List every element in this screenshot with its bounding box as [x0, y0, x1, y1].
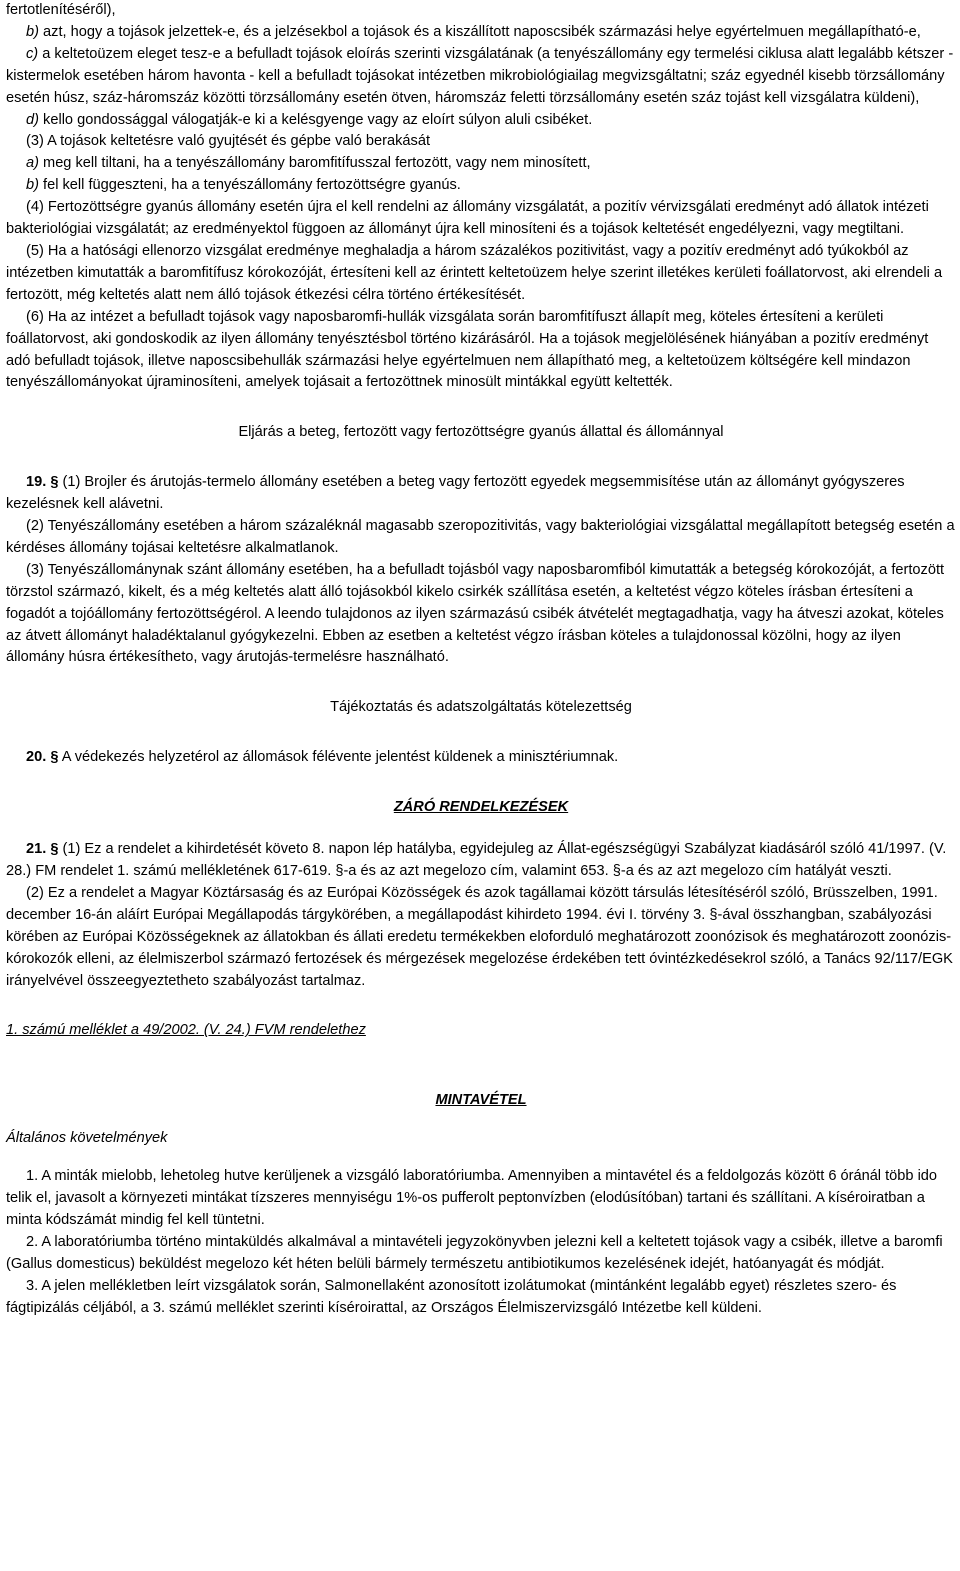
item-marker-c: c): [26, 45, 39, 62]
mintavetel-item-3: 3. A jelen mellékletben leírt vizsgálatok során, Salmonellaként azonosított izolátumokat (mintánként legalább egyet) részletes szero- és fágtipizálás céljából, a 3. számú melléklet szerinti kíséroirattal, az Országos Élelmiszervizsgáló Intézetbe kell küldeni.: [6, 1277, 897, 1316]
section-19-para-3: (3) Tenyészállománynak szánt állomány esetében, ha a befulladt tojásból vagy naposbaromfiból kimutatták a betegség kórokozóját, a fertozött törzstol származó, kikelt, és a még keltetés alatt álló tojásokból kikelo csirkék szállítása esetén, a keltetést végzo köteles írásban értesíteni a fogadót a tojóállomány fertozöttségérol. A leendo tulajdonos az ilyen származású csibék átvételét megtagadhatja, vagy ha átveszi azokat, köteles az átvett állományt haladéktalanul gyógykezelni. Ebben az esetben a keltetést végzo írásban köteles a tulajdonossal közölni, hogy az ilyen állomány húsra értékesítheto, vagy árutojás-termelésre használható.: [6, 561, 945, 666]
paragraph-d-text: kello gondossággal válogatják-e ki a kelésgyenge vagy az eloírt súlyon aluli csibéket.: [38, 111, 593, 128]
section-symbol: §: [50, 474, 59, 491]
paragraph-3a-text: meg kell tiltani, ha a tenyészállomány baromfitífusszal fertozött, vagy nem minosített,: [38, 155, 591, 172]
heading-eljaras: Eljárás a beteg, fertozött vagy fertozöttségre gyanús állattal és állománnyal: [238, 424, 724, 441]
paragraph-b-text: azt, hogy a tojások jelzettek-e, és a jelzésekbol a tojások és a kiszállított naposcsibék származási helye egyértelmuen megállapítható-e,: [38, 23, 921, 40]
paragraph-3: (3) A tojások keltetésre való gyujtését és gépbe való berakását: [26, 133, 430, 150]
paragraph-3a: [6, 153, 956, 175]
paragraph-6: (6) Ha az intézet a befulladt tojások vagy naposbaromfi-hullák vizsgálata során baromfitífuszt állapít meg, köteles értesíteni a kerületi foállatorvost, aki gondoskodik az ilyen állomány tenyésztésbol történo kizárásáról. Ha a tojások megjelölésének hiányában a pozitív eredményt adó befulladt tojások, illetve naposcsibehullák származási helye egyértelmuen nem állapítható meg, a keltetoüzem költségére kell mindazon tenyészállományokat újraminosíteni, amelyek tojásait a fertozöttnek minosült mintákkal együtt keltették.: [6, 308, 929, 391]
paragraph-4: (4) Fertozöttségre gyanús állomány esetén újra el kell rendelni az állomány vizsgálatát, a pozitív vérvizsgálati eredményt adó állatok intézeti bakteriológiai vizsgálatát; az eredményektol függoen az állományt újra kell minosíteni és a tojások keltetését engedélyezni, vagy megtiltani.: [6, 199, 929, 238]
item-marker-3a: a): [26, 155, 39, 172]
paragraph-5: (5) Ha a hatósági ellenorzo vizsgálat eredménye meghaladja a három százalékos pozitivitást, vagy a pozitív eredményt adó tyúkokból az intézetben kimutatták a baromfitífusz kórokozóját, értesíteni kell az érintett keltetoüzem helye szerint illetékes kerületi foállatorvost, aki elrendeli a fertozött, még keltetés alatt nem álló tojások étkezési célra történo értékesítését.: [6, 242, 943, 303]
section-19-number: 19.: [26, 474, 47, 491]
paragraph-3b-text: fel kell függeszteni, ha a tenyészállomány fertozöttségre gyanús.: [38, 177, 461, 194]
section-19-para-2: (2) Tenyészállomány esetében a három százaléknál magasabb szeropozitivitás, vagy bakteriológiai vizsgálattal megállapított betegség esetén a kérdéses állomány tojásai keltetésre alkalmatlanok.: [6, 518, 955, 556]
item-marker-3b: b): [26, 177, 39, 194]
mintavetel-item-1: 1. A minták mielobb, lehetoleg hutve kerüljenek a vizsgáló laboratóriumba. Amennyiben a mintavétel és a feldolgozás között 6 óránál több ido telik el, javasolt a környezeti mintákat tízszeres mennyiségu 1%-os pufferolt peptonvízben (elodúsítóban) tartani és szállítani. A kíséroiratban a minta kódszámát mindig fel kell tüntetni.: [6, 1168, 938, 1228]
section-21-text: (1) Ez a rendelet a kihirdetését követo 8. napon lép hatályba, egyidejuleg az Állat-egészségügyi Szabályzat kiadásáról szóló 41/1997. (V. 28.) FM rendelet 1. számú mellékletének 617-619. §-a és az azt megelozo cím, valamint 653. §-a és az azt megelozo cím hatályát veszti.: [6, 841, 947, 879]
section-symbol: §: [50, 749, 59, 766]
section-symbol: §: [50, 841, 59, 858]
paragraph-d: [6, 110, 956, 132]
heading-mintavetel: MINTAVÉTEL: [435, 1092, 527, 1109]
section-21-number: 21.: [26, 841, 47, 858]
mintavetel-item-2: 2. A laboratóriumba történo mintaküldés alkalmával a mintavételi jegyzokönyvben jelezni kell a keltetett tojások vagy a csibék, illetve a baromfi (Gallus domesticus) beküldést megelozo két héten belüli bármely természetu antibiotikumos kezelésének idejét, hatóanyagát és módját.: [6, 1233, 943, 1272]
section-20-number: 20.: [26, 749, 47, 766]
section-20: [6, 747, 956, 769]
annex-link[interactable]: 1. számú melléklet a 49/2002. (V. 24.) FVM rendelethez: [6, 1022, 366, 1039]
section-21-para-1: [6, 839, 956, 883]
item-marker-d: d): [26, 111, 39, 128]
heading-tajekoztatas: Tájékoztatás és adatszolgáltatás kötelezettség: [330, 699, 632, 716]
section-20-text: A védekezés helyzetérol az állomások félévente jelentést küldenek a minisztériumnak.: [58, 749, 619, 766]
section-19-text: (1) Brojler és árutojás-termelo állomány esetében a beteg vagy fertozött egyedek megsemmisítése után az állományt gyógyszeres kezelésnek kell alávetni.: [6, 474, 905, 513]
heading-zaro-rendelkezesek: ZÁRÓ RENDELKEZÉSEK: [393, 799, 569, 816]
paragraph-c-text: a keltetoüzem eleget tesz-e a befulladt tojások eloírás szerinti vizsgálatának (a tenyészállomány egy termelési ciklusa alatt legalább kétszer - kistermelok esetében három havonta - kell a befulladt tojásokat intézetben mikrobiológiailag megvizsgáltatni; száz egyednél kisebb törzsállomány esetén húsz, száz-háromszáz közötti törzsállomány esetén ötven, háromszáz feletti törzsállomány esetén száz tojást kell vizsgálatra küldeni),: [6, 45, 954, 106]
paragraph-continuation: fertotlenítéséről),: [6, 2, 116, 18]
section-21-para-2: (2) Ez a rendelet a Magyar Köztársaság és az Európai Közösségek és azok tagállamai között társulás létesítéséról szóló, Brüsszelben, 1991. december 16-án aláírt Európai Megállapodás tárgykörében, a megállapodást kihirdeto 1994. évi I. törvény 3. §-ával összhangban, szabályozási körében az Európai Közösségeknek az állatokban és állati eredetu termékekben eloforduló meghatározott zoonózisok és meghatározott zoonózis-kórokozók elleni, az élelmiszerbol származó fertozések és mérgezések megelozése érdekében tett óvintézkedésekrol szóló, a Tanács 92/117/EGK irányelvével összeegyeztetheto szabályozást tartalmaz.: [6, 884, 953, 989]
paragraph-b: [6, 22, 956, 44]
heading-altalanos: Általános követelmények: [6, 1130, 168, 1147]
item-marker-b: b): [26, 23, 39, 40]
paragraph-3b: [6, 175, 956, 197]
paragraph-c: [6, 44, 956, 110]
section-19-para-1: [6, 472, 956, 516]
